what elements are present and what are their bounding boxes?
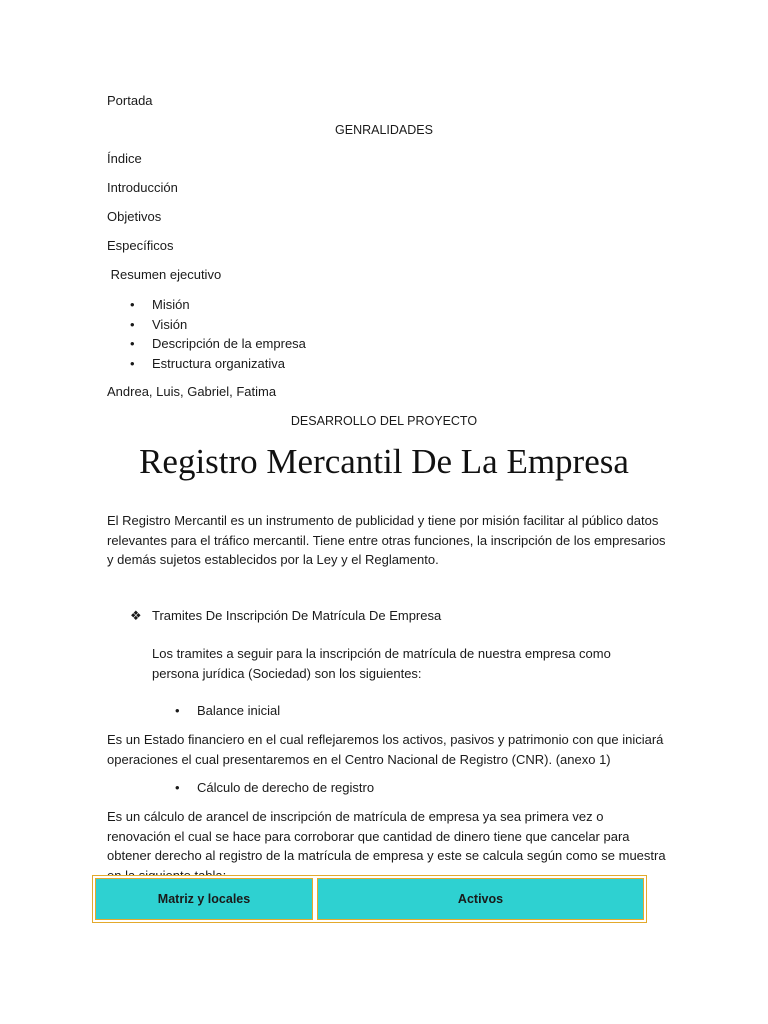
- balance-label: Balance inicial: [197, 703, 281, 718]
- list-item: [130, 334, 306, 354]
- table-header-activos: Activos: [317, 878, 644, 920]
- list-item-label: Estructura organizativa: [152, 355, 285, 371]
- list-item: [130, 315, 306, 335]
- toc-generalidades: GENRALIDADES: [335, 123, 433, 137]
- bullet-icon: •: [175, 703, 180, 718]
- toc-portada: Portada: [107, 93, 153, 108]
- arancel-table: [92, 875, 647, 923]
- toc-resumen-ejecutivo: Resumen ejecutivo: [107, 267, 222, 282]
- bullet-icon: •: [175, 780, 180, 795]
- bullet-icon: •: [130, 355, 135, 371]
- balance-paragraph: Es un Estado financiero en el cual reflejaremos los activos, pasivos y patrimonio con que iniciará operaciones el cual presentaremos en el Centro Nacional de Registro (CNR). (anexo 1): [107, 732, 664, 767]
- authors: Andrea, Luis, Gabriel, Fatima: [107, 384, 277, 399]
- list-item-label: Misión: [152, 297, 190, 312]
- toc-bullet-list: [130, 295, 306, 373]
- balance-bullet: [175, 701, 280, 720]
- diamond-bullet-icon: ❖: [130, 608, 142, 623]
- toc-especificos: Específicos: [107, 238, 174, 253]
- toc-introduccion: Introducción: [107, 180, 178, 195]
- tramites-heading-item: [130, 606, 441, 625]
- toc-indice: Índice: [107, 151, 142, 166]
- calculo-bullet: [175, 778, 374, 797]
- calculo-paragraph: Es un cálculo de arancel de inscripción de matrícula de empresa ya sea primera vez o renovación el cual se hace para corroborar que cantidad de dinero tiene que cancelar para obtener derecho al registro de la matrícula de empresa y este se calcula según como se muestra: [107, 809, 666, 863]
- list-item-label: Visión: [152, 316, 188, 332]
- list-item-label: Descripción de la empresa: [152, 336, 306, 351]
- document-title: Registro Mercantil De La Empresa: [139, 442, 629, 481]
- table-header-matriz: Matriz y locales: [95, 878, 313, 920]
- calculo-label: Cálculo de derecho de registro: [197, 780, 375, 795]
- list-item: [130, 354, 306, 374]
- toc-objetivos: Objetivos: [107, 209, 162, 224]
- section-heading-desarrollo: DESARROLLO DEL PROYECTO: [290, 414, 478, 428]
- intro-paragraph: El Registro Mercantil es un instrumento de publicidad y tiene por misión facilitar al público datos relevantes para el tráfico mercantil. Tiene entre otras funciones, la inscripción de los empresarios y demás sujetos establecidos por la Ley y el Reglamento.: [107, 513, 666, 567]
- bullet-icon: •: [130, 336, 135, 351]
- tramites-heading: Tramites De Inscripción De Matrícula De Empresa: [152, 608, 442, 623]
- tramites-description: Los tramites a seguir para la inscripción de matrícula de nuestra empresa como persona jurídica (Sociedad) son los siguientes:: [152, 646, 611, 681]
- list-item: [130, 295, 306, 315]
- bullet-icon: •: [130, 297, 135, 312]
- bullet-icon: •: [130, 316, 135, 332]
